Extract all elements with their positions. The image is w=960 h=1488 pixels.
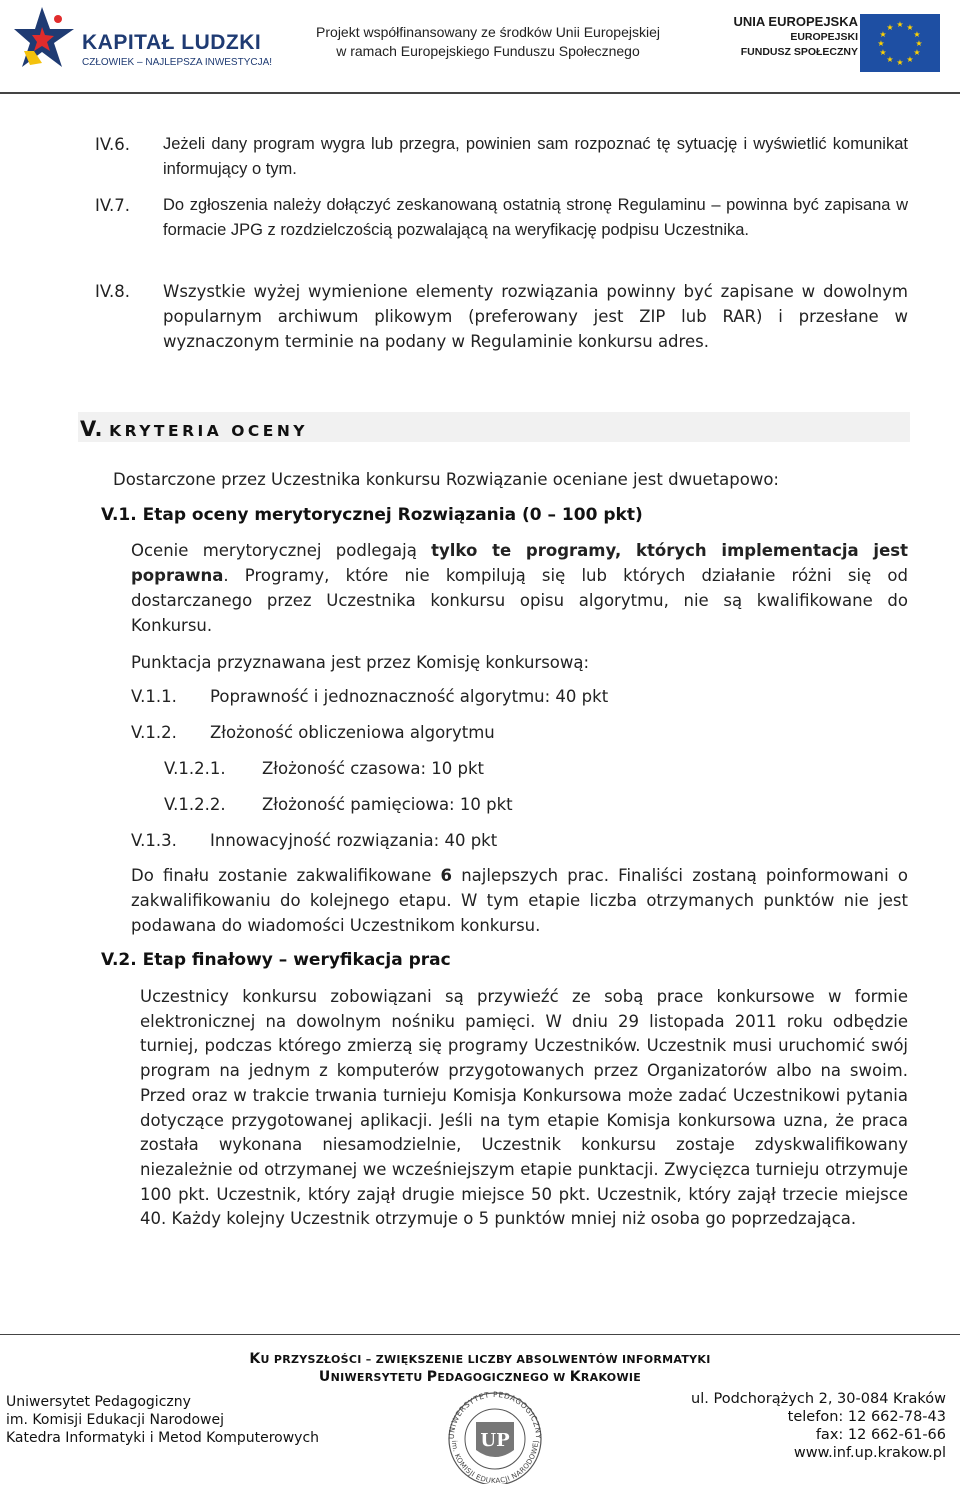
footer-title-initial: U <box>318 1369 331 1385</box>
project-funding-line-2: w ramach Europejskiego Funduszu Społecznego <box>336 43 640 59</box>
item-text: Do zgłoszenia należy dołączyć zeskanowaną ostatnią stronę Regulaminu – powinna być zapisana w formacie JPG z rozdzielczością pozwalającą na weryfikację podpisu Uczestnika. <box>163 196 908 239</box>
subsection-heading: V.2. Etap finałowy – weryfikacja prac <box>101 950 451 970</box>
criterion-text: Złożoność obliczeniowa algorytmu <box>210 723 495 742</box>
criterion-text: Złożoność czasowa: 10 pkt <box>262 759 484 778</box>
item-text: Jeżeli dany program wygra lub przegra, powinien sam rozpoznać tę sytuację i wyświetlić komunikat informujący o tym. <box>163 135 908 178</box>
footer-address-left <box>6 1393 319 1447</box>
criterion-number: V.1.1. <box>131 687 177 706</box>
v1-paragraph-emphasis: tylko te programy, których implementacja jest poprawna <box>131 541 908 585</box>
eu-logo-line-2: EUROPEJSKI <box>790 31 858 43</box>
subsection-heading: V.1. Etap oceny merytorycznej Rozwiązania (0 – 100 pkt) <box>101 505 643 525</box>
footer-fax: fax: 12 662-61-66 <box>815 1427 946 1443</box>
footer-website[interactable]: www.inf.up.krakow.pl <box>793 1445 946 1461</box>
section-heading <box>80 417 308 441</box>
svg-text:★: ★ <box>906 55 914 64</box>
section-intro: Dostarczone przez Uczestnika konkursu Rozwiązanie oceniane jest dwuetapowo: <box>113 470 779 489</box>
footer-university-patron: im. Komisji Edukacji Narodowej <box>6 1412 224 1428</box>
footer-title-initial: P <box>426 1369 438 1385</box>
footer-university-title <box>0 1369 960 1385</box>
v1-paragraph <box>131 538 908 638</box>
criterion-number: V.1.2.2. <box>164 795 226 814</box>
points-intro: Punktacja przyznawana jest przez Komisję konkursową: <box>131 653 590 672</box>
project-funding-line-1: Projekt współfinansowany ze środków Unii Europejskiej <box>316 24 660 40</box>
svg-text:★: ★ <box>879 48 887 57</box>
kapital-ludzki-name: KAPITAŁ LUDZKI <box>82 31 262 54</box>
criterion-number: V.1.3. <box>131 831 177 850</box>
footer-address-right <box>691 1390 946 1462</box>
footer-title-initial: K <box>569 1369 581 1385</box>
header-divider <box>0 92 960 94</box>
kapital-ludzki-tagline: CZŁOWIEK – NAJLEPSZA INWESTYCJA! <box>82 57 273 68</box>
kapital-ludzki-star-icon <box>14 5 76 73</box>
page-header <box>0 0 960 94</box>
footer-title-rest: RAKOWIE <box>580 1371 642 1384</box>
criterion-number: V.1.2.1. <box>164 759 226 778</box>
eu-flag-icon <box>860 14 940 72</box>
section-title: KRYTERIA OCENY <box>109 422 309 440</box>
eu-logo-line-3: FUNDUSZ SPOŁECZNY <box>740 46 858 58</box>
footer-title-rest: NIWERSYTETU <box>330 1371 427 1384</box>
footer-phone: telefon: 12 662-78-43 <box>787 1409 946 1425</box>
item-number: IV.7. <box>95 196 131 215</box>
svg-text:★: ★ <box>915 39 923 48</box>
footer-divider <box>0 1334 960 1335</box>
eu-logo-text <box>734 14 858 60</box>
svg-text:UNIWERSYTET PEDAGOGICZNY: UNIWERSYTET PEDAGOGICZNY <box>446 1389 544 1440</box>
eu-logo-line-1: UNIA EUROPEJSKA <box>733 14 858 29</box>
svg-text:UP: UP <box>480 1430 510 1451</box>
footer-street: ul. Podchorążych 2, 30-084 Kraków <box>691 1391 946 1407</box>
svg-text:★: ★ <box>896 20 904 29</box>
footer-department: Katedra Informatyki i Metod Komputerowych <box>6 1430 320 1446</box>
v2-paragraph: Uczestnicy konkursu zobowiązani są przywieźć ze sobą prace konkursowe w formie elektronicznej na dowolnym nośniku pamięci. W dniu 29 listopada 2011 roku odbędzie turniej, podczas którego zmierzą się programy Uczestników. Uczestnik musi uruchomić swój program na jednym z komputerów przygotowanych przez Organizatorów albo na swoim. Przed oraz w trakcie trwania turnieju Komisja Konkursowa może zadać Uczestnikowi pytania dotyczące przygotowanej aplikacji. Jeśli na tym etapie Komisja konkursowa uzna, że praca została wykonana niesamodzielnie, Uczestnik konkursu zostaje zdyskwalifikowany niezależnie od otrzymanej we wcześniejszym etapie punktacji. Zwycięzca turnieju otrzymuje 100 pkt. Uczestnik, który zajął drugie miejsce 50 pkt. Uczestnik, który zajął trzecie miejsce 40. Każdy kolejny Uczestnik otrzymuje o 5 punktów mniej niż osoba go poprzedzająca. <box>140 987 908 1229</box>
footer-title-rest: U PRZYSZŁOŚCI – ZWIĘKSZENIE LICZBY ABSOLWENTÓW INFORMATYKI <box>260 1353 711 1366</box>
v1-paragraph-pre: Ocenie merytorycznej podlegają <box>131 541 432 560</box>
criterion-text: Poprawność i jednoznaczność algorytmu: 40 pkt <box>210 687 609 706</box>
svg-text:★: ★ <box>877 39 885 48</box>
svg-text:★: ★ <box>879 30 887 39</box>
finalists-pre: Do finału zostanie zakwalifikowane <box>131 866 441 885</box>
footer-title-rest: EDAGOGICZNEGO W <box>437 1371 570 1384</box>
svg-text:★: ★ <box>896 58 904 67</box>
criterion-text: Innowacyjność rozwiązania: 40 pkt <box>210 831 498 850</box>
svg-text:★: ★ <box>906 23 914 32</box>
eu-logo <box>732 14 948 74</box>
footer-project-title <box>0 1351 960 1367</box>
svg-text:★: ★ <box>886 23 894 32</box>
section-number: V. <box>80 417 104 441</box>
svg-text:★: ★ <box>886 55 894 64</box>
kapital-ludzki-logo <box>14 5 273 73</box>
footer-university-name: Uniwersytet Pedagogiczny <box>6 1394 191 1410</box>
university-seal-icon <box>440 1384 550 1484</box>
item-text: Wszystkie wyżej wymienione elementy rozwiązania powinny być zapisane w dowolnym popularnym archiwum plikowym (preferowany jest ZIP lub RAR) i przesłane w wyznaczonym terminie na podany w Regulaminie konkursu adres. <box>163 282 908 351</box>
v1-paragraph-post: . Programy, które nie kompilują się lub których działanie różni się od dostarczanego przez Uczestnika konkursu opisu algorytmu, nie są kwalifikowane do Konkursu. <box>131 566 908 635</box>
finalists-count: 6 <box>440 866 453 885</box>
svg-text:im. KOMISJI EDUKACJI NARODOWEJ: im. KOMISJI EDUKACJI NARODOWEJ <box>449 1440 541 1484</box>
finalists-paragraph <box>131 863 908 938</box>
svg-text:★: ★ <box>913 30 921 39</box>
svg-text:★: ★ <box>913 48 921 57</box>
project-funding-text <box>298 23 678 61</box>
criterion-text: Złożoność pamięciowa: 10 pkt <box>262 795 513 814</box>
criterion-number: V.1.2. <box>131 723 177 742</box>
item-number: IV.8. <box>95 282 131 301</box>
item-number: IV.6. <box>95 135 131 154</box>
finalists-post: najlepszych prac. Finaliści zostaną poinformowani o zakwalifikowaniu do kolejnego etapu. W tym etapie liczba otrzymanych punktów nie jest podawana do wiadomości Uczestnikom konkursu. <box>131 866 908 935</box>
footer-title-initial: K <box>249 1351 261 1367</box>
